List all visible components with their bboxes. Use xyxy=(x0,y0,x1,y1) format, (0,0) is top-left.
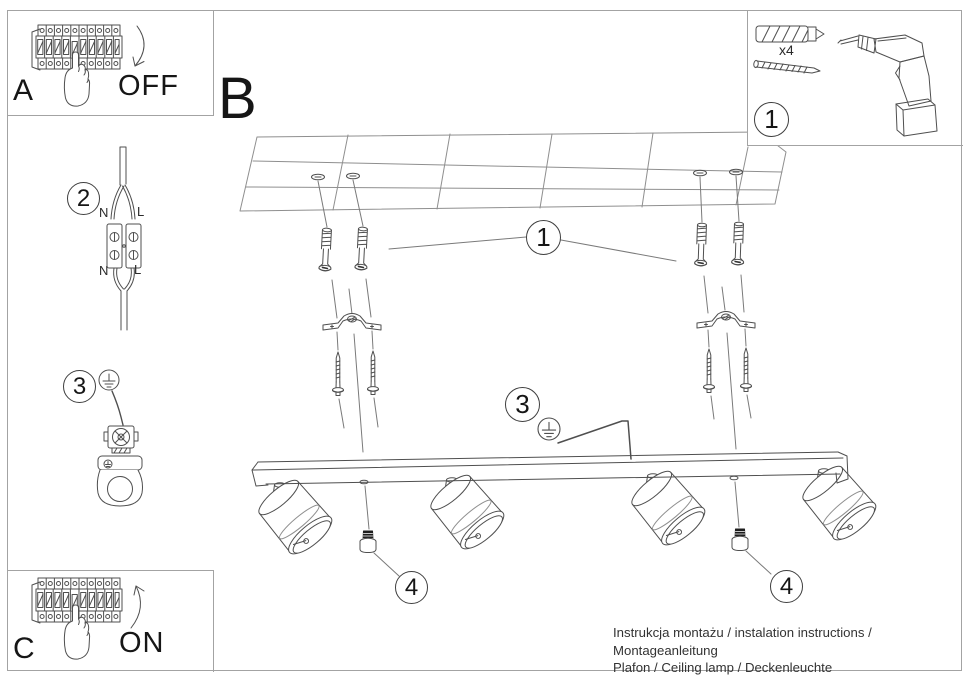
callout-4-right: 4 xyxy=(770,570,803,603)
neutral-label-bottom: N xyxy=(99,263,109,278)
callout-3-main: 3 xyxy=(505,387,540,422)
step-c-box xyxy=(7,570,214,672)
callout-2: 2 xyxy=(67,182,100,215)
power-off-label: OFF xyxy=(118,70,179,102)
callout-1-kit: 1 xyxy=(754,102,789,137)
callout-3-left: 3 xyxy=(63,370,96,403)
footer-line-1: Instrukcja montażu / instalation instructions / Montageanleitung xyxy=(613,625,872,658)
footer-text xyxy=(613,624,970,677)
live-label-bottom: L xyxy=(134,262,142,277)
footer-line-2: Plafon / Ceiling lamp / Deckenleuchte xyxy=(613,660,833,675)
section-letter-c: C xyxy=(13,632,35,665)
neutral-label-top: N xyxy=(99,205,109,220)
plug-quantity-label: x4 xyxy=(779,42,794,58)
callout-1-main: 1 xyxy=(526,220,561,255)
section-letter-b: B xyxy=(218,66,257,131)
callout-4-left: 4 xyxy=(395,571,428,604)
step-a-box xyxy=(7,10,214,116)
section-letter-a: A xyxy=(13,74,34,107)
power-on-label: ON xyxy=(119,627,165,659)
live-label-top: L xyxy=(137,204,145,219)
